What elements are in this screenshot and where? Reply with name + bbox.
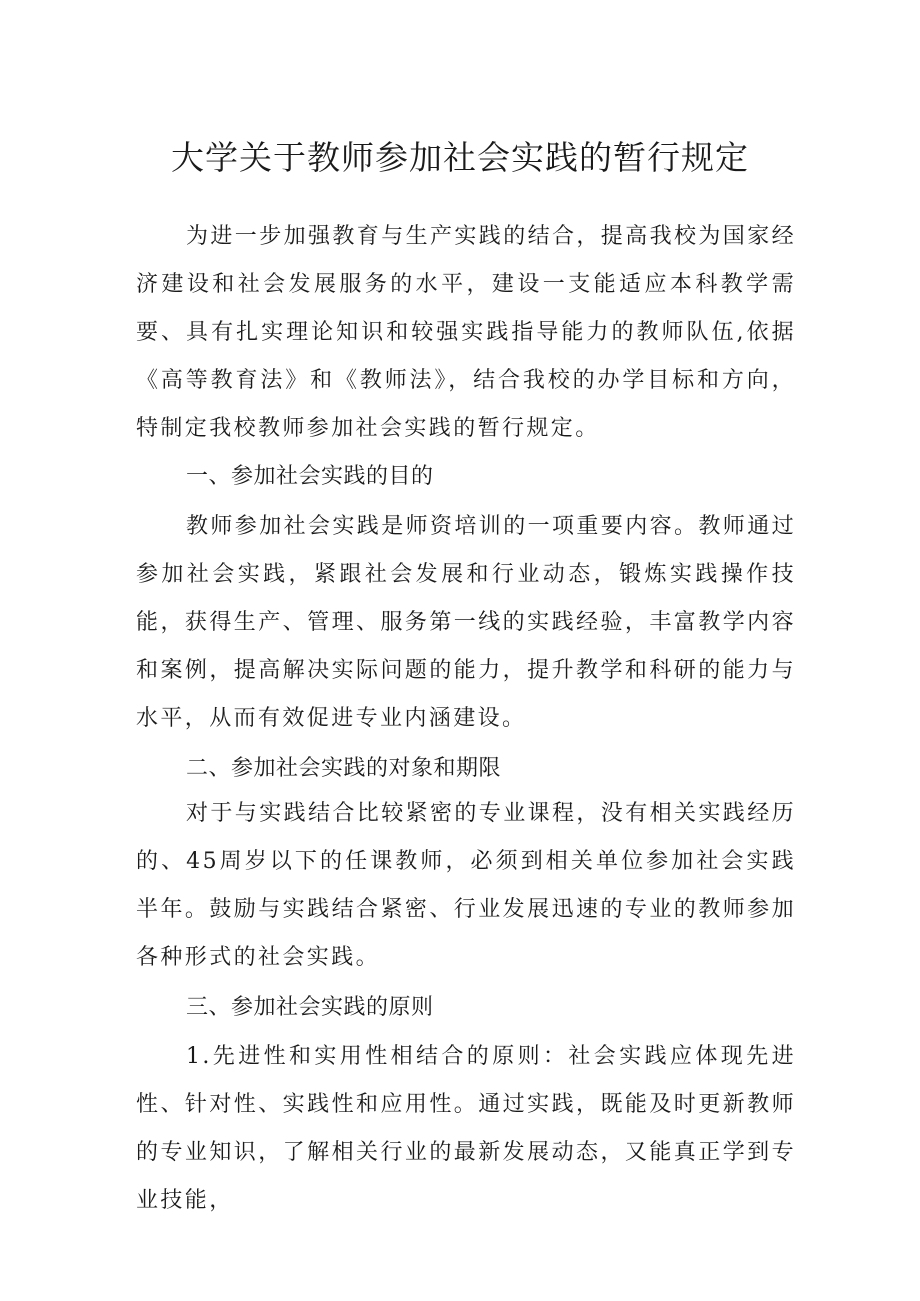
intro-paragraph: 为进一步加强教育与生产实践的结合，提高我校为国家经济建设和社会发展服务的水平，建设一支能适应本科教学需要、具有扎实理论知识和较强实践指导能力的教师队伍,依据《高等教育法》和《教师法》，结合我校的办学目标和方向，特制定我校教师参加社会实践的暂行规定。 xyxy=(136,224,797,441)
section-paragraph-participants: 对于与实践结合比较紧密的专业课程，没有相关实践经历的、45周岁以下的任课教师，必须到相关单位参加社会实践半年。鼓励与实践结合紧密、行业发展迅速的专业的教师参加各种形式的社会实践。 xyxy=(136,801,797,970)
section-heading-purpose: 一、参加社会实践的目的 xyxy=(186,464,434,489)
section-paragraph-principles: 1.先进性和实用性相结合的原则：社会实践应体现先进性、针对性、实践性和应用性。通过实践，既能及时更新教师的专业知识，了解相关行业的最新发展动态，又能真正学到专业技能， xyxy=(136,1044,796,1213)
section-heading-principles: 三、参加社会实践的原则 xyxy=(186,995,434,1020)
section-paragraph-purpose: 教师参加社会实践是师资培训的一项重要内容。教师通过参加社会实践，紧跟社会发展和行业动态，锻炼实践操作技能，获得生产、管理、服务第一线的实践经验，丰富教学内容和案例，提高解决实际问题的能力，提升教学和科研的能力与水平，从而有效促进专业内涵建设。 xyxy=(136,514,797,731)
document-title: 大学关于教师参加社会实践的暂行规定 xyxy=(171,138,749,177)
section-heading-participants: 二、参加社会实践的对象和期限 xyxy=(186,756,502,781)
